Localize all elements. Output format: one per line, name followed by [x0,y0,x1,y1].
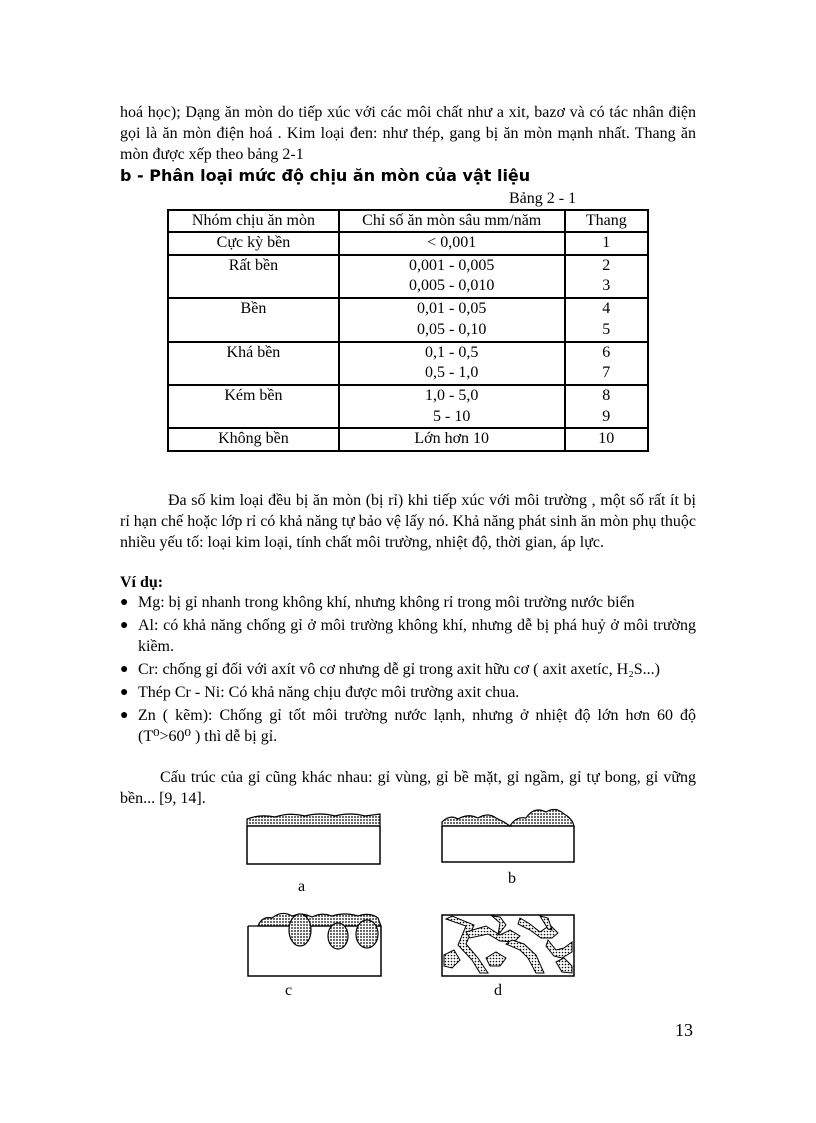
cell-group: Khá bền [168,342,339,385]
scale-value: 2 [602,256,611,274]
example-label: Ví dụ: [120,574,164,591]
index-value: < 0,001 [427,234,477,251]
index-value: 1,0 - 5,0 [425,386,479,404]
scale-value: 9 [602,407,611,425]
header-group: Nhóm chịu ăn mòn [168,210,339,232]
scale-value: 5 [602,320,611,338]
figure-c-pitting-rust [248,913,381,976]
list-item-text: Thép Cr - Ni: Có khả năng chịu được môi trường axit chua. [138,684,520,701]
bullet-icon: ● [120,685,129,700]
cell-group: Kém bền [168,385,339,428]
page-number: 13 [675,1020,693,1040]
index-value: Lớn hơn 10 [414,430,490,448]
index-value: 0,1 - 0,5 [425,343,479,361]
index-value: 0,5 - 1,0 [425,364,479,382]
index-value: 0,05 - 0,10 [417,320,487,338]
scale-value: 7 [602,364,611,382]
figure-d-deep-rust [442,915,574,976]
scale-value: 6 [602,343,611,361]
cell-group: Không bền [168,428,339,451]
bullet-icon: ● [120,662,129,677]
index-value: 5 - 10 [433,407,471,425]
scale-value: 1 [602,234,611,251]
list-item-text: Mg: bị gỉ nhanh trong không khí, nhưng không rỉ trong môi trường nước biển [138,594,635,611]
scale-value: 3 [602,277,611,295]
scale-value: 4 [602,300,611,318]
figure-label-c: c [285,982,293,999]
cell-group: Bền [168,298,339,341]
header-index: Chỉ số ăn mòn sâu mm/năm [339,210,565,232]
index-value: 0,001 - 0,005 [409,256,495,274]
figure-label-d: d [494,982,502,999]
table-caption: Bảng 2 - 1 [509,190,577,207]
bullet-icon: ● [120,595,129,610]
list-item-text: Zn ( kẽm): Chống gỉ tốt môi trường nước lạnh, nhưng ở nhiệt độ lớn hơn 60 độ (T⁰>60⁰ ) thì dễ bị gỉ. [138,707,696,745]
paragraph-corrosion-factors: Đa số kim loại đều bị ăn mòn (bị rỉ) khi tiếp xúc với môi trường , một số rất ít bị rỉ hạn chế hoặc lớp rỉ có khả năng tự bảo vệ lấy nó. Khả năng phát sinh ăn mòn phụ thuộc nhiều yếu tố: loại kim loại, tính chất môi trường, nhiệt độ, thời gian, áp lực. [120,492,696,551]
header-scale: Thang [565,210,648,232]
paragraph-rust-structure: Cấu trúc của gỉ cũng khác nhau: gỉ vùng, gỉ bề mặt, gỉ ngầm, gỉ tự bong, gỉ vững bền... [9, 14]. [120,769,696,807]
index-value: 0,01 - 0,05 [417,300,487,318]
list-item-text: Cr: chống gỉ đối với axít vô cơ nhưng dễ gỉ trong axit hữu cơ ( axit axetíc, H₂S...) [138,661,660,678]
intro-paragraph: hoá học); Dạng ăn mòn do tiếp xúc với các môi chất như a xit, bazơ và có tác nhân điện gọi là ăn mòn điện hoá . Kim loại đen: như thép, gang bị ăn mòn mạnh nhất. Thang ăn mòn được xếp theo bảng 2-1 [120,104,696,163]
list-item-text: Al: có khả năng chống gỉ ở môi trường không khí, nhưng dễ bị phá huỷ ở môi trường kiềm. [138,617,696,655]
bullet-icon: ● [120,618,129,633]
bullet-icon: ● [120,708,129,723]
figure-a-uniform-rust [247,814,380,864]
scale-value: 8 [602,386,611,404]
figure-b-zonal-rust [442,809,574,862]
figure-label-b: b [508,870,516,887]
figure-label-a: a [298,878,306,895]
cell-group: Cực kỳ bền [168,232,339,255]
cell-group: Rất bền [168,255,339,298]
section-heading: b - Phân loại mức độ chịu ăn mòn của vật liệu [120,166,531,185]
index-value: 0,005 - 0,010 [409,277,495,295]
scale-value: 10 [598,430,615,448]
